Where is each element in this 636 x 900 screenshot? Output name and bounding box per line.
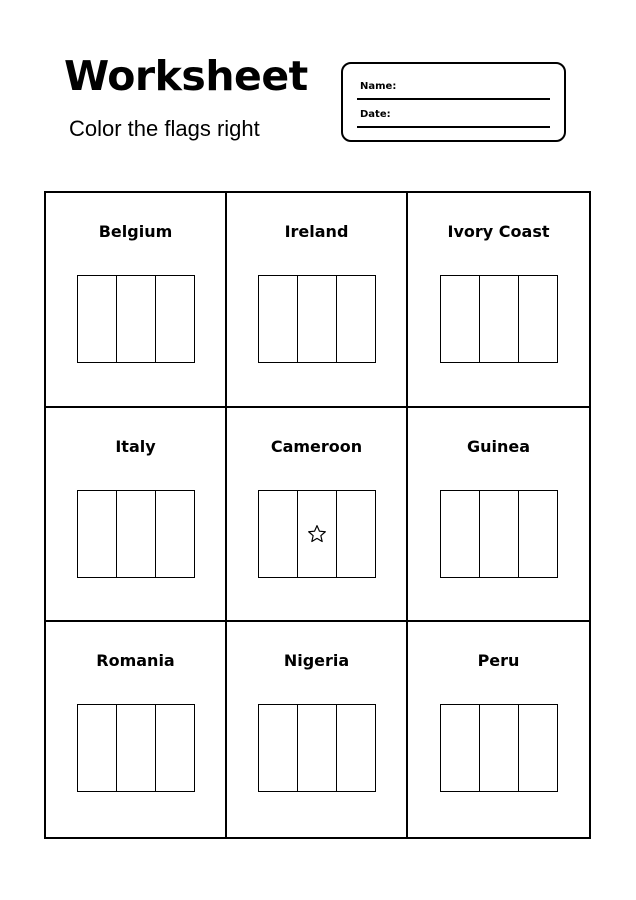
flag-outline[interactable]	[440, 275, 558, 363]
flag-stripe[interactable]	[337, 276, 375, 362]
flag-stripe[interactable]	[259, 276, 298, 362]
date-field[interactable]	[357, 106, 550, 128]
flag-stripe[interactable]	[441, 276, 480, 362]
flag-cell	[46, 193, 227, 408]
country-name: Ivory Coast	[447, 222, 550, 241]
country-name: Cameroon	[270, 436, 363, 456]
flag-outline[interactable]	[258, 275, 376, 363]
flag-outline[interactable]	[258, 490, 376, 578]
flag-stripe[interactable]	[117, 705, 156, 791]
flag-stripe[interactable]	[441, 491, 480, 577]
flag-stripe[interactable]	[480, 491, 519, 577]
flag-outline[interactable]	[77, 275, 195, 363]
flag-cell	[227, 408, 408, 623]
country-name: Romania	[96, 651, 175, 671]
flag-grid	[44, 191, 591, 839]
flag-stripe[interactable]	[259, 705, 298, 791]
flag-stripe[interactable]	[298, 705, 337, 791]
flag-stripe[interactable]	[117, 491, 156, 577]
flag-stripe[interactable]	[78, 276, 117, 362]
flag-cell	[408, 622, 589, 837]
country-name: Italy	[115, 436, 156, 456]
flag-stripe[interactable]	[259, 491, 298, 577]
flag-stripe[interactable]	[519, 491, 557, 577]
flag-stripe[interactable]	[156, 705, 194, 791]
flag-cell	[408, 193, 589, 408]
flag-stripe[interactable]	[156, 276, 194, 362]
flag-outline[interactable]	[77, 490, 195, 578]
flag-stripe[interactable]	[480, 276, 519, 362]
flag-cell	[46, 622, 227, 837]
flag-stripe[interactable]	[78, 705, 117, 791]
flag-cell	[408, 408, 589, 623]
name-date-box	[341, 62, 566, 142]
country-name: Guinea	[466, 436, 531, 456]
flag-stripe[interactable]	[480, 705, 519, 791]
worksheet-title: Worksheet	[64, 52, 308, 100]
flag-stripe[interactable]	[519, 276, 557, 362]
country-name: Peru	[477, 651, 520, 671]
flag-stripe[interactable]	[337, 491, 375, 577]
flag-stripe[interactable]	[156, 491, 194, 577]
country-name: Ireland	[284, 222, 349, 241]
date-label: Date:	[360, 109, 391, 120]
flag-cell	[227, 622, 408, 837]
name-label: Name:	[360, 81, 397, 92]
worksheet-subtitle: Color the flags right	[69, 116, 260, 141]
flag-cell	[46, 408, 227, 623]
flag-outline[interactable]	[77, 704, 195, 792]
flag-stripe[interactable]	[337, 705, 375, 791]
flag-stripe[interactable]	[519, 705, 557, 791]
country-name: Nigeria	[283, 651, 350, 671]
flag-outline[interactable]	[440, 490, 558, 578]
flag-stripe[interactable]	[298, 276, 337, 362]
country-name: Belgium	[98, 222, 173, 241]
name-field[interactable]	[357, 78, 550, 100]
flag-cell	[227, 193, 408, 408]
flag-stripe[interactable]	[298, 491, 337, 577]
flag-outline[interactable]	[440, 704, 558, 792]
flag-stripe[interactable]	[78, 491, 117, 577]
star-icon	[307, 524, 327, 544]
flag-stripe[interactable]	[441, 705, 480, 791]
flag-outline[interactable]	[258, 704, 376, 792]
flag-stripe[interactable]	[117, 276, 156, 362]
